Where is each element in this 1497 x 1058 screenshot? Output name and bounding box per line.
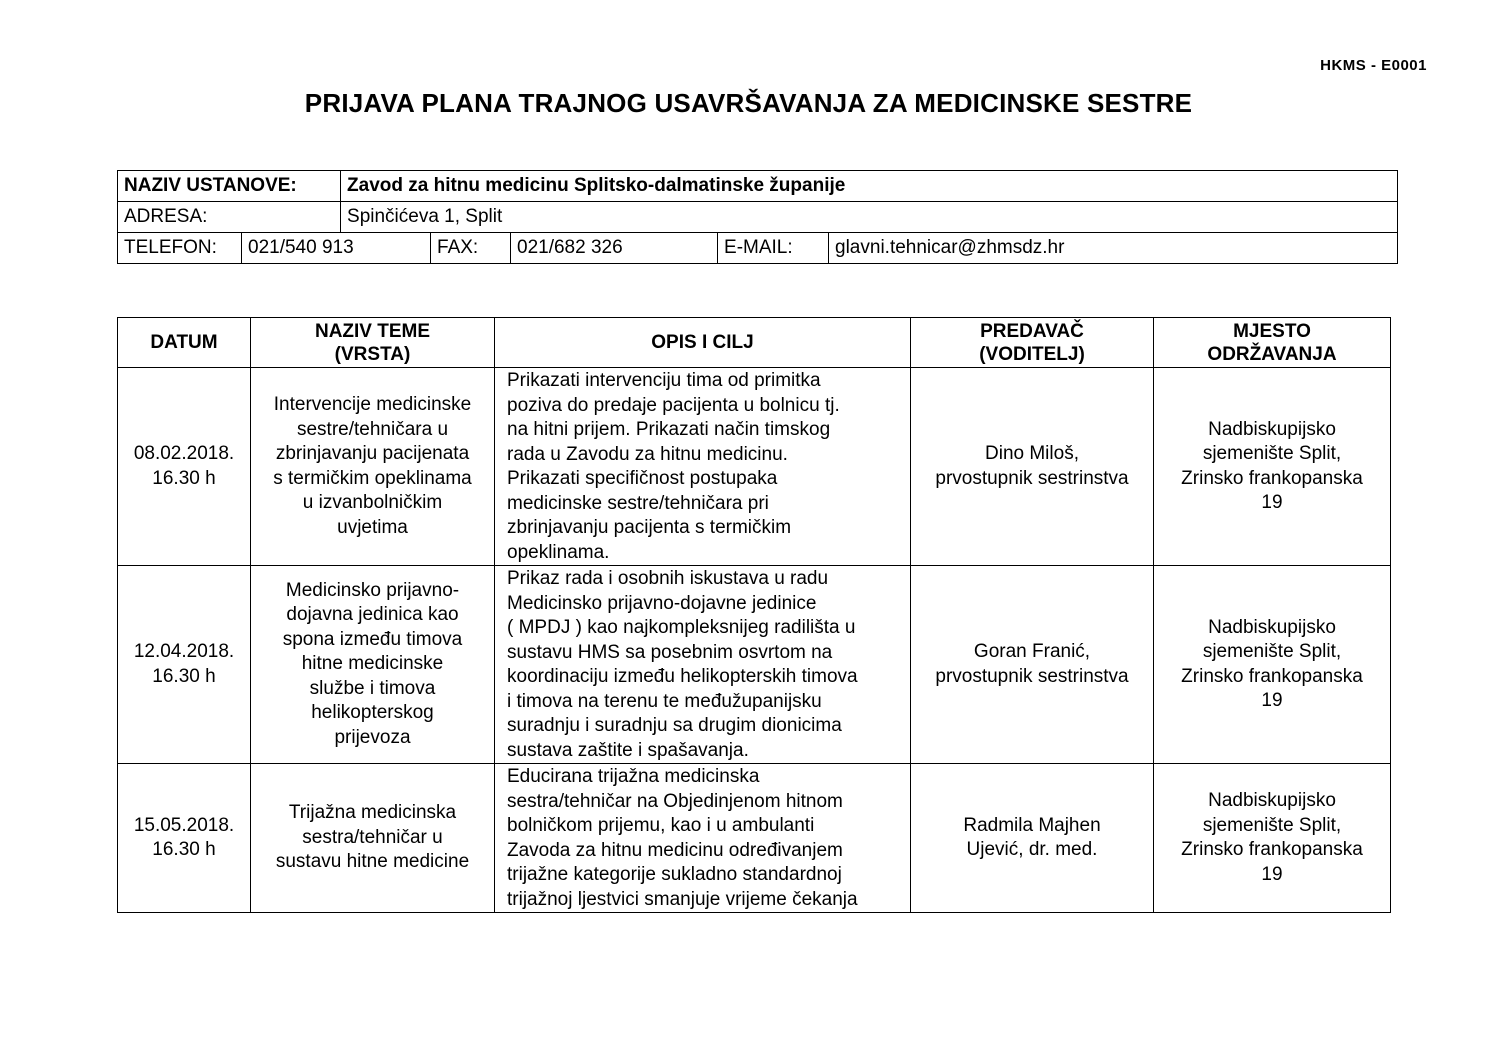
row-description: Educirana trijažna medicinska sestra/tehničar na Objedinjenom hitnom bolničkom prijemu, kao i u ambulanti Zavoda za hitnu medicinu određivanjem trijažne kategorije sukladno standardnoj trijažnoj ljestvici smanjuje vrijeme čekanja (495, 764, 911, 913)
fax-label: FAX: (431, 233, 511, 264)
phone-value: 021/540 913 (242, 233, 431, 264)
institution-name-row (118, 171, 1398, 202)
row-date: 08.02.2018. 16.30 h (118, 368, 251, 566)
row-topic: Medicinsko prijavno- dojavna jedinica kao spona između timova hitne medicinske službe i timova helikopterskog prijevoza (251, 566, 495, 764)
address-label: ADRESA: (118, 202, 341, 233)
header-lecturer: PREDAVAČ (VODITELJ) (911, 318, 1154, 368)
address-value: Spinčićeva 1, Split (341, 202, 1398, 233)
row-location: Nadbiskupijsko sjemenište Split, Zrinsko frankopanska 19 (1154, 566, 1391, 764)
row-topic: Trijažna medicinska sestra/tehničar u sustavu hitne medicine (251, 764, 495, 913)
email-label: E-MAIL: (718, 233, 829, 264)
institution-address-row (118, 202, 1398, 233)
header-date: DATUM (118, 318, 251, 368)
fax-value: 021/682 326 (511, 233, 718, 264)
row-description: Prikaz rada i osobnih iskustava u radu Medicinsko prijavno-dojavne jedinice ( MPDJ ) kao najkompleksnijeg radilišta u sustavu HMS sa posebnim osvrtom na koordinaciju između helikopterskih timova i timova na terenu te međužupanijsku suradnju i suradnju sa drugim dionicima sustava zaštite i spašavanja. (495, 566, 911, 764)
row-lecturer: Radmila Majhen Ujević, dr. med. (911, 764, 1154, 913)
table-row (118, 566, 1391, 764)
row-location: Nadbiskupijsko sjemenište Split, Zrinsko frankopanska 19 (1154, 764, 1391, 913)
header-topic: NAZIV TEME (VRSTA) (251, 318, 495, 368)
row-location: Nadbiskupijsko sjemenište Split, Zrinsko frankopanska 19 (1154, 368, 1391, 566)
institution-name-value: Zavod za hitnu medicinu Splitsko-dalmatinske županije (341, 171, 1398, 202)
institution-contact-row (118, 233, 1398, 264)
row-date: 12.04.2018. 16.30 h (118, 566, 251, 764)
header-location: MJESTO ODRŽAVANJA (1154, 318, 1391, 368)
row-lecturer: Dino Miloš, prvostupnik sestrinstva (911, 368, 1154, 566)
table-row (118, 368, 1391, 566)
row-topic: Intervencije medicinske sestre/tehničara u zbrinjavanju pacijenata s termičkim opeklinama u izvanbolničkim uvjetima (251, 368, 495, 566)
document-code: HKMS - E0001 (1320, 57, 1427, 74)
row-description: Prikazati intervenciju tima od primitka poziva do predaje pacijenta u bolnicu tj. na hitni prijem. Prikazati način timskog rada u Zavodu za hitnu medicinu. Prikazati specifičnost postupaka medicinske sestre/tehničara pri zbrinjavanju pacijenta s termičkim opeklinama. (495, 368, 911, 566)
row-lecturer: Goran Franić, prvostupnik sestrinstva (911, 566, 1154, 764)
plan-header-row (118, 318, 1391, 368)
institution-name-label: NAZIV USTANOVE: (118, 171, 341, 202)
table-row (118, 764, 1391, 913)
education-plan-table (117, 317, 1391, 913)
row-date: 15.05.2018. 16.30 h (118, 764, 251, 913)
document-title: PRIJAVA PLANA TRAJNOG USAVRŠAVANJA ZA MEDICINSKE SESTRE (304, 88, 1193, 118)
phone-label: TELEFON: (118, 233, 242, 264)
email-value: glavni.tehnicar@zhmsdz.hr (829, 233, 1398, 264)
institution-info-table (117, 170, 1398, 264)
header-description: OPIS I CILJ (495, 318, 911, 368)
